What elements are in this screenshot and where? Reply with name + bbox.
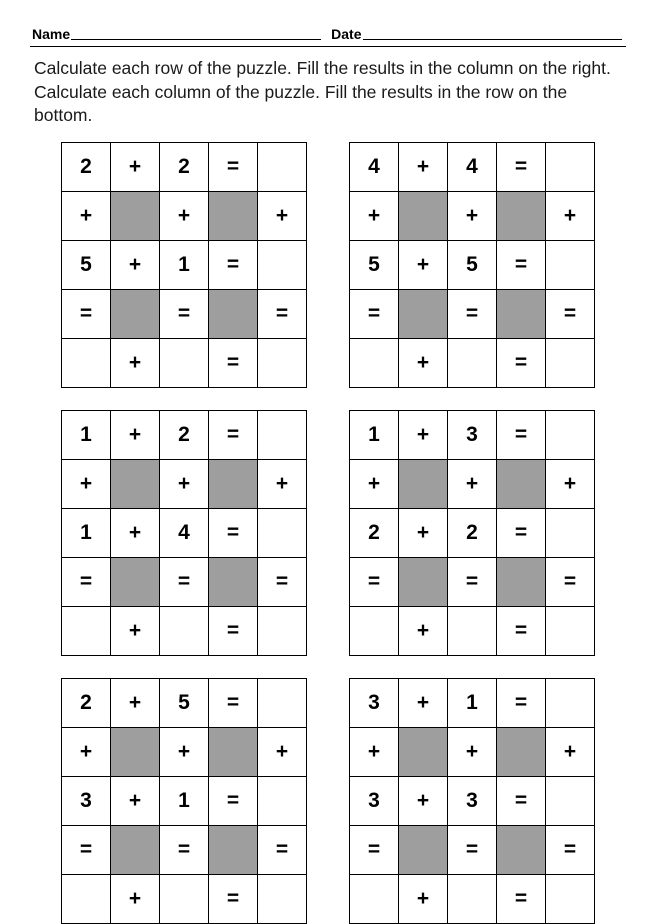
answer-cell[interactable]	[350, 874, 399, 923]
cell: =	[350, 825, 399, 874]
table-row	[350, 727, 595, 776]
cell: +	[62, 727, 111, 776]
cell: 1	[448, 678, 497, 727]
table-row	[350, 338, 595, 387]
cell: +	[399, 874, 448, 923]
answer-cell[interactable]	[62, 874, 111, 923]
puzzle-row-3	[61, 678, 595, 924]
cell: =	[258, 289, 307, 338]
cell: =	[350, 557, 399, 606]
answer-cell[interactable]	[258, 410, 307, 459]
cell: =	[350, 289, 399, 338]
table-row	[62, 678, 307, 727]
cell: 2	[62, 678, 111, 727]
cell: =	[160, 825, 209, 874]
table-row	[62, 459, 307, 508]
answer-cell[interactable]	[448, 338, 497, 387]
table-row	[62, 142, 307, 191]
cell: =	[497, 678, 546, 727]
puzzle-grid-3[interactable]	[61, 410, 307, 656]
cell: =	[209, 240, 258, 289]
shaded-cell	[399, 825, 448, 874]
cell: 2	[160, 410, 209, 459]
cell: +	[546, 191, 595, 240]
cell: =	[62, 557, 111, 606]
cell: =	[209, 678, 258, 727]
puzzle-grid-4[interactable]	[349, 410, 595, 656]
shaded-cell	[209, 459, 258, 508]
puzzle-row-2	[61, 410, 595, 656]
answer-cell[interactable]	[546, 606, 595, 655]
cell: =	[448, 825, 497, 874]
puzzle-grid-2[interactable]	[349, 142, 595, 388]
shaded-cell	[111, 557, 160, 606]
answer-cell[interactable]	[546, 508, 595, 557]
cell: 3	[62, 776, 111, 825]
shaded-cell	[111, 289, 160, 338]
shaded-cell	[399, 459, 448, 508]
answer-cell[interactable]	[546, 240, 595, 289]
answer-cell[interactable]	[258, 508, 307, 557]
cell: +	[160, 191, 209, 240]
cell: +	[448, 459, 497, 508]
table-row	[62, 825, 307, 874]
cell: =	[258, 557, 307, 606]
table-row	[350, 776, 595, 825]
cell: =	[62, 825, 111, 874]
table-row	[350, 459, 595, 508]
cell: =	[209, 874, 258, 923]
table-row	[62, 557, 307, 606]
answer-cell[interactable]	[350, 338, 399, 387]
name-date-header	[30, 26, 626, 42]
cell: 4	[350, 142, 399, 191]
table-row	[350, 240, 595, 289]
cell: +	[111, 606, 160, 655]
table-row	[62, 240, 307, 289]
table-row	[62, 338, 307, 387]
cell: 5	[350, 240, 399, 289]
cell: =	[209, 142, 258, 191]
answer-cell[interactable]	[258, 874, 307, 923]
answer-cell[interactable]	[62, 338, 111, 387]
cell: +	[111, 776, 160, 825]
cell: +	[399, 776, 448, 825]
cell: =	[448, 289, 497, 338]
cell: 3	[448, 776, 497, 825]
puzzle-grid-1[interactable]	[61, 142, 307, 388]
cell: +	[160, 727, 209, 776]
cell: 1	[160, 240, 209, 289]
cell: +	[111, 508, 160, 557]
cell: +	[111, 874, 160, 923]
shaded-cell	[209, 289, 258, 338]
answer-cell[interactable]	[258, 142, 307, 191]
header-divider	[30, 46, 626, 47]
cell: 4	[448, 142, 497, 191]
table-row	[62, 776, 307, 825]
cell: +	[160, 459, 209, 508]
answer-cell[interactable]	[448, 874, 497, 923]
shaded-cell	[209, 557, 258, 606]
puzzle-grid-6[interactable]	[349, 678, 595, 924]
table-row	[350, 606, 595, 655]
answer-cell[interactable]	[546, 874, 595, 923]
cell: +	[546, 727, 595, 776]
answer-cell[interactable]	[258, 776, 307, 825]
date-label: Date	[331, 26, 362, 42]
cell: =	[160, 289, 209, 338]
table-row	[62, 410, 307, 459]
instructions-text: Calculate each row of the puzzle. Fill the results in the column on the right. Calculate each column of the puzzle. Fill the results in the row on the bottom.	[34, 58, 611, 126]
shaded-cell	[209, 727, 258, 776]
answer-cell[interactable]	[160, 874, 209, 923]
answer-cell[interactable]	[258, 606, 307, 655]
shaded-cell	[399, 727, 448, 776]
cell: +	[258, 191, 307, 240]
cell: =	[546, 289, 595, 338]
cell: +	[350, 191, 399, 240]
cell: =	[448, 557, 497, 606]
cell: 3	[448, 410, 497, 459]
cell: +	[399, 338, 448, 387]
cell: =	[497, 240, 546, 289]
answer-cell[interactable]	[350, 606, 399, 655]
shaded-cell	[497, 191, 546, 240]
cell: +	[546, 459, 595, 508]
puzzle-area	[30, 142, 626, 924]
shaded-cell	[497, 459, 546, 508]
puzzle-row-1	[61, 142, 595, 388]
shaded-cell	[399, 557, 448, 606]
cell: 5	[448, 240, 497, 289]
shaded-cell	[111, 727, 160, 776]
cell: 1	[62, 508, 111, 557]
table-row	[62, 874, 307, 923]
shaded-cell	[497, 557, 546, 606]
cell: 1	[160, 776, 209, 825]
cell: +	[62, 459, 111, 508]
cell: +	[399, 240, 448, 289]
table-row	[350, 678, 595, 727]
cell: 2	[350, 508, 399, 557]
cell: +	[111, 338, 160, 387]
shaded-cell	[111, 825, 160, 874]
cell: =	[209, 338, 258, 387]
date-input-line[interactable]	[363, 26, 623, 40]
cell: +	[111, 410, 160, 459]
answer-cell[interactable]	[546, 410, 595, 459]
shaded-cell	[209, 191, 258, 240]
cell: +	[350, 459, 399, 508]
cell: =	[497, 606, 546, 655]
cell: =	[497, 410, 546, 459]
answer-cell[interactable]	[258, 338, 307, 387]
table-row	[350, 142, 595, 191]
cell: =	[62, 289, 111, 338]
cell: 5	[62, 240, 111, 289]
cell: =	[209, 606, 258, 655]
answer-cell[interactable]	[62, 606, 111, 655]
cell: =	[209, 508, 258, 557]
cell: =	[546, 557, 595, 606]
cell: 2	[160, 142, 209, 191]
cell: =	[497, 776, 546, 825]
name-input-line[interactable]	[71, 26, 321, 40]
table-row	[62, 289, 307, 338]
table-row	[62, 508, 307, 557]
shaded-cell	[111, 191, 160, 240]
cell: =	[209, 410, 258, 459]
table-row	[62, 727, 307, 776]
cell: +	[448, 727, 497, 776]
table-row	[350, 874, 595, 923]
cell: +	[399, 410, 448, 459]
cell: +	[399, 508, 448, 557]
cell: 3	[350, 776, 399, 825]
cell: +	[258, 727, 307, 776]
answer-cell[interactable]	[258, 240, 307, 289]
cell: +	[448, 191, 497, 240]
shaded-cell	[399, 191, 448, 240]
answer-cell[interactable]	[258, 678, 307, 727]
puzzle-grid-5[interactable]	[61, 678, 307, 924]
shaded-cell	[209, 825, 258, 874]
cell: =	[160, 557, 209, 606]
table-row	[350, 191, 595, 240]
shaded-cell	[497, 727, 546, 776]
answer-cell[interactable]	[160, 338, 209, 387]
cell: 1	[350, 410, 399, 459]
cell: +	[111, 240, 160, 289]
table-row	[350, 825, 595, 874]
cell: =	[497, 508, 546, 557]
answer-cell[interactable]	[546, 678, 595, 727]
cell: 2	[448, 508, 497, 557]
cell: +	[399, 142, 448, 191]
cell: +	[399, 606, 448, 655]
cell: +	[62, 191, 111, 240]
shaded-cell	[111, 459, 160, 508]
shaded-cell	[497, 825, 546, 874]
answer-cell[interactable]	[546, 142, 595, 191]
answer-cell[interactable]	[546, 776, 595, 825]
table-row	[62, 606, 307, 655]
cell: 5	[160, 678, 209, 727]
answer-cell[interactable]	[448, 606, 497, 655]
answer-cell[interactable]	[160, 606, 209, 655]
cell: =	[497, 142, 546, 191]
cell: =	[209, 776, 258, 825]
cell: =	[497, 874, 546, 923]
table-row	[350, 289, 595, 338]
answer-cell[interactable]	[546, 338, 595, 387]
cell: +	[258, 459, 307, 508]
shaded-cell	[497, 289, 546, 338]
cell: 2	[62, 142, 111, 191]
name-label: Name	[32, 26, 71, 42]
cell: =	[258, 825, 307, 874]
table-row	[350, 557, 595, 606]
cell: 3	[350, 678, 399, 727]
cell: +	[111, 678, 160, 727]
table-row	[350, 410, 595, 459]
cell: +	[399, 678, 448, 727]
cell: =	[497, 338, 546, 387]
cell: 1	[62, 410, 111, 459]
table-row	[62, 191, 307, 240]
cell: 4	[160, 508, 209, 557]
shaded-cell	[399, 289, 448, 338]
cell: =	[546, 825, 595, 874]
cell: +	[350, 727, 399, 776]
cell: +	[111, 142, 160, 191]
table-row	[350, 508, 595, 557]
